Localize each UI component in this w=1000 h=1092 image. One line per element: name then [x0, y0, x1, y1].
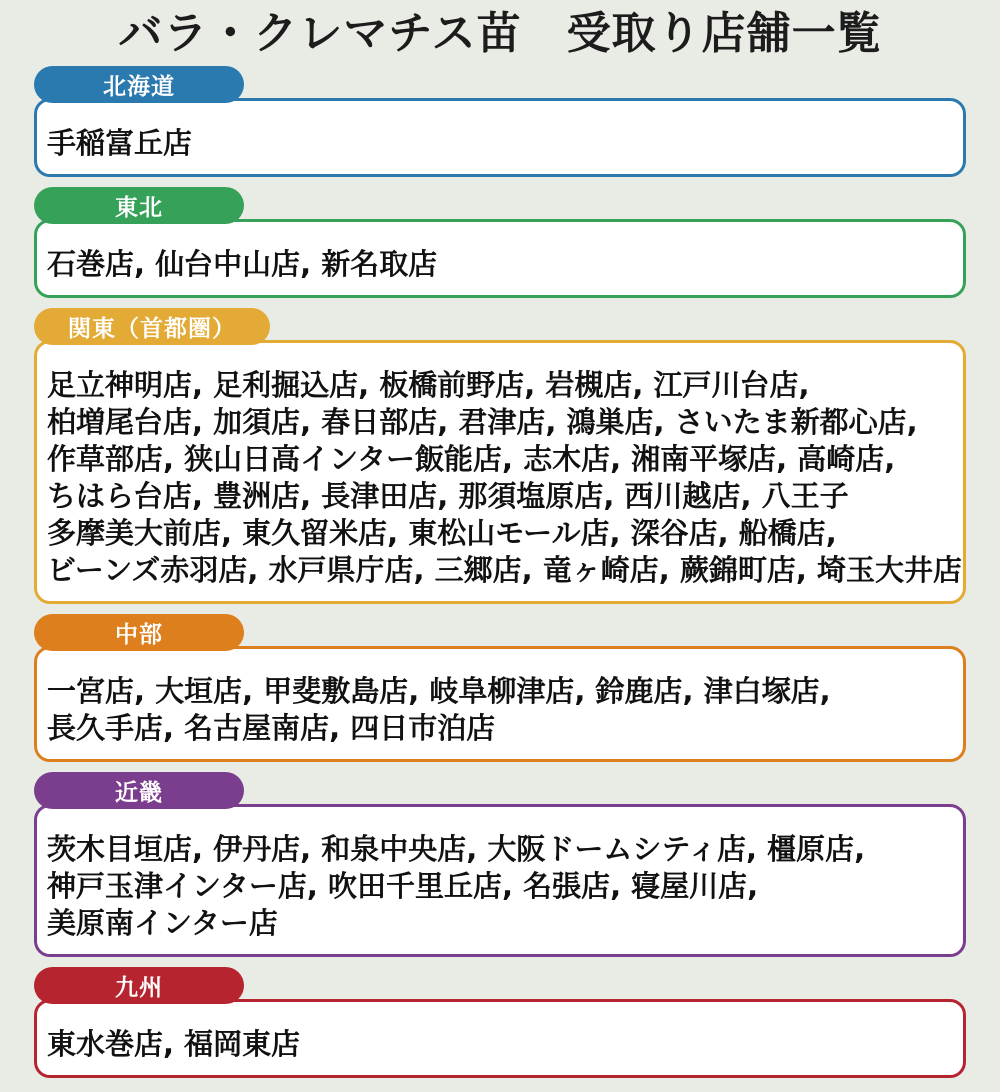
region-section-tohoku: [34, 187, 966, 298]
store-list-hokkaido: [34, 98, 966, 177]
region-label: 中部: [115, 622, 163, 649]
store-line: 長久手店, 名古屋南店, 四日市泊店: [47, 711, 496, 746]
store-line: 柏増尾台店, 加須店, 春日部店, 君津店, 鴻巣店, さいたま新都心店,: [47, 405, 918, 440]
store-line: 手稲富丘店: [47, 126, 193, 161]
region-section-kyushu: [34, 967, 966, 1078]
store-line: ちはら台店, 豊洲店, 長津田店, 那須塩原店, 西川越店, 八王子: [47, 479, 849, 514]
store-list-kinki: [34, 804, 966, 957]
store-line: 美原南インター店: [47, 906, 278, 941]
store-line: 東水巻店, 福岡東店: [47, 1027, 301, 1062]
store-list-kyushu: [34, 999, 966, 1078]
store-line: 茨木目垣店, 伊丹店, 和泉中央店, 大阪ドームシティ店, 橿原店,: [47, 832, 866, 867]
region-section-kinki: [34, 772, 966, 957]
region-badge-hokkaido: [34, 66, 244, 103]
region-badge-kanto: [34, 308, 270, 345]
region-section-chubu: [34, 614, 966, 762]
store-list-chubu: [34, 646, 966, 762]
region-badge-chubu: [34, 614, 244, 651]
store-line: 作草部店, 狭山日高インター飯能店, 志木店, 湘南平塚店, 高崎店,: [47, 442, 896, 477]
store-line: 神戸玉津インター店, 吹田千里丘店, 名張店, 寝屋川店,: [47, 869, 759, 904]
page-title: バラ・クレマチス苗 受取り店舗一覧: [118, 8, 882, 59]
store-line: 足立神明店, 足利掘込店, 板橋前野店, 岩槻店, 江戸川台店,: [47, 368, 810, 403]
region-label: 関東（首都圏）: [68, 316, 236, 343]
region-badge-kyushu: [34, 967, 244, 1004]
region-section-hokkaido: [34, 66, 966, 177]
store-list-tohoku: [34, 219, 966, 298]
region-badge-kinki: [34, 772, 244, 809]
store-line: 多摩美大前店, 東久留米店, 東松山モール店, 深谷店, 船橋店,: [47, 516, 837, 551]
store-line: ビーンズ赤羽店, 水戸県庁店, 三郷店, 竜ヶ崎店, 蕨錦町店, 埼玉大井店: [47, 553, 962, 588]
region-label: 九州: [115, 975, 163, 1002]
region-label: 東北: [115, 195, 163, 222]
region-badge-tohoku: [34, 187, 244, 224]
store-line: 石巻店, 仙台中山店, 新名取店: [47, 247, 438, 282]
region-section-kanto: [34, 308, 966, 604]
region-label: 北海道: [103, 74, 175, 101]
region-label: 近畿: [115, 780, 163, 807]
store-list-kanto: [34, 340, 966, 604]
store-line: 一宮店, 大垣店, 甲斐敷島店, 岐阜柳津店, 鈴鹿店, 津白塚店,: [47, 674, 831, 709]
